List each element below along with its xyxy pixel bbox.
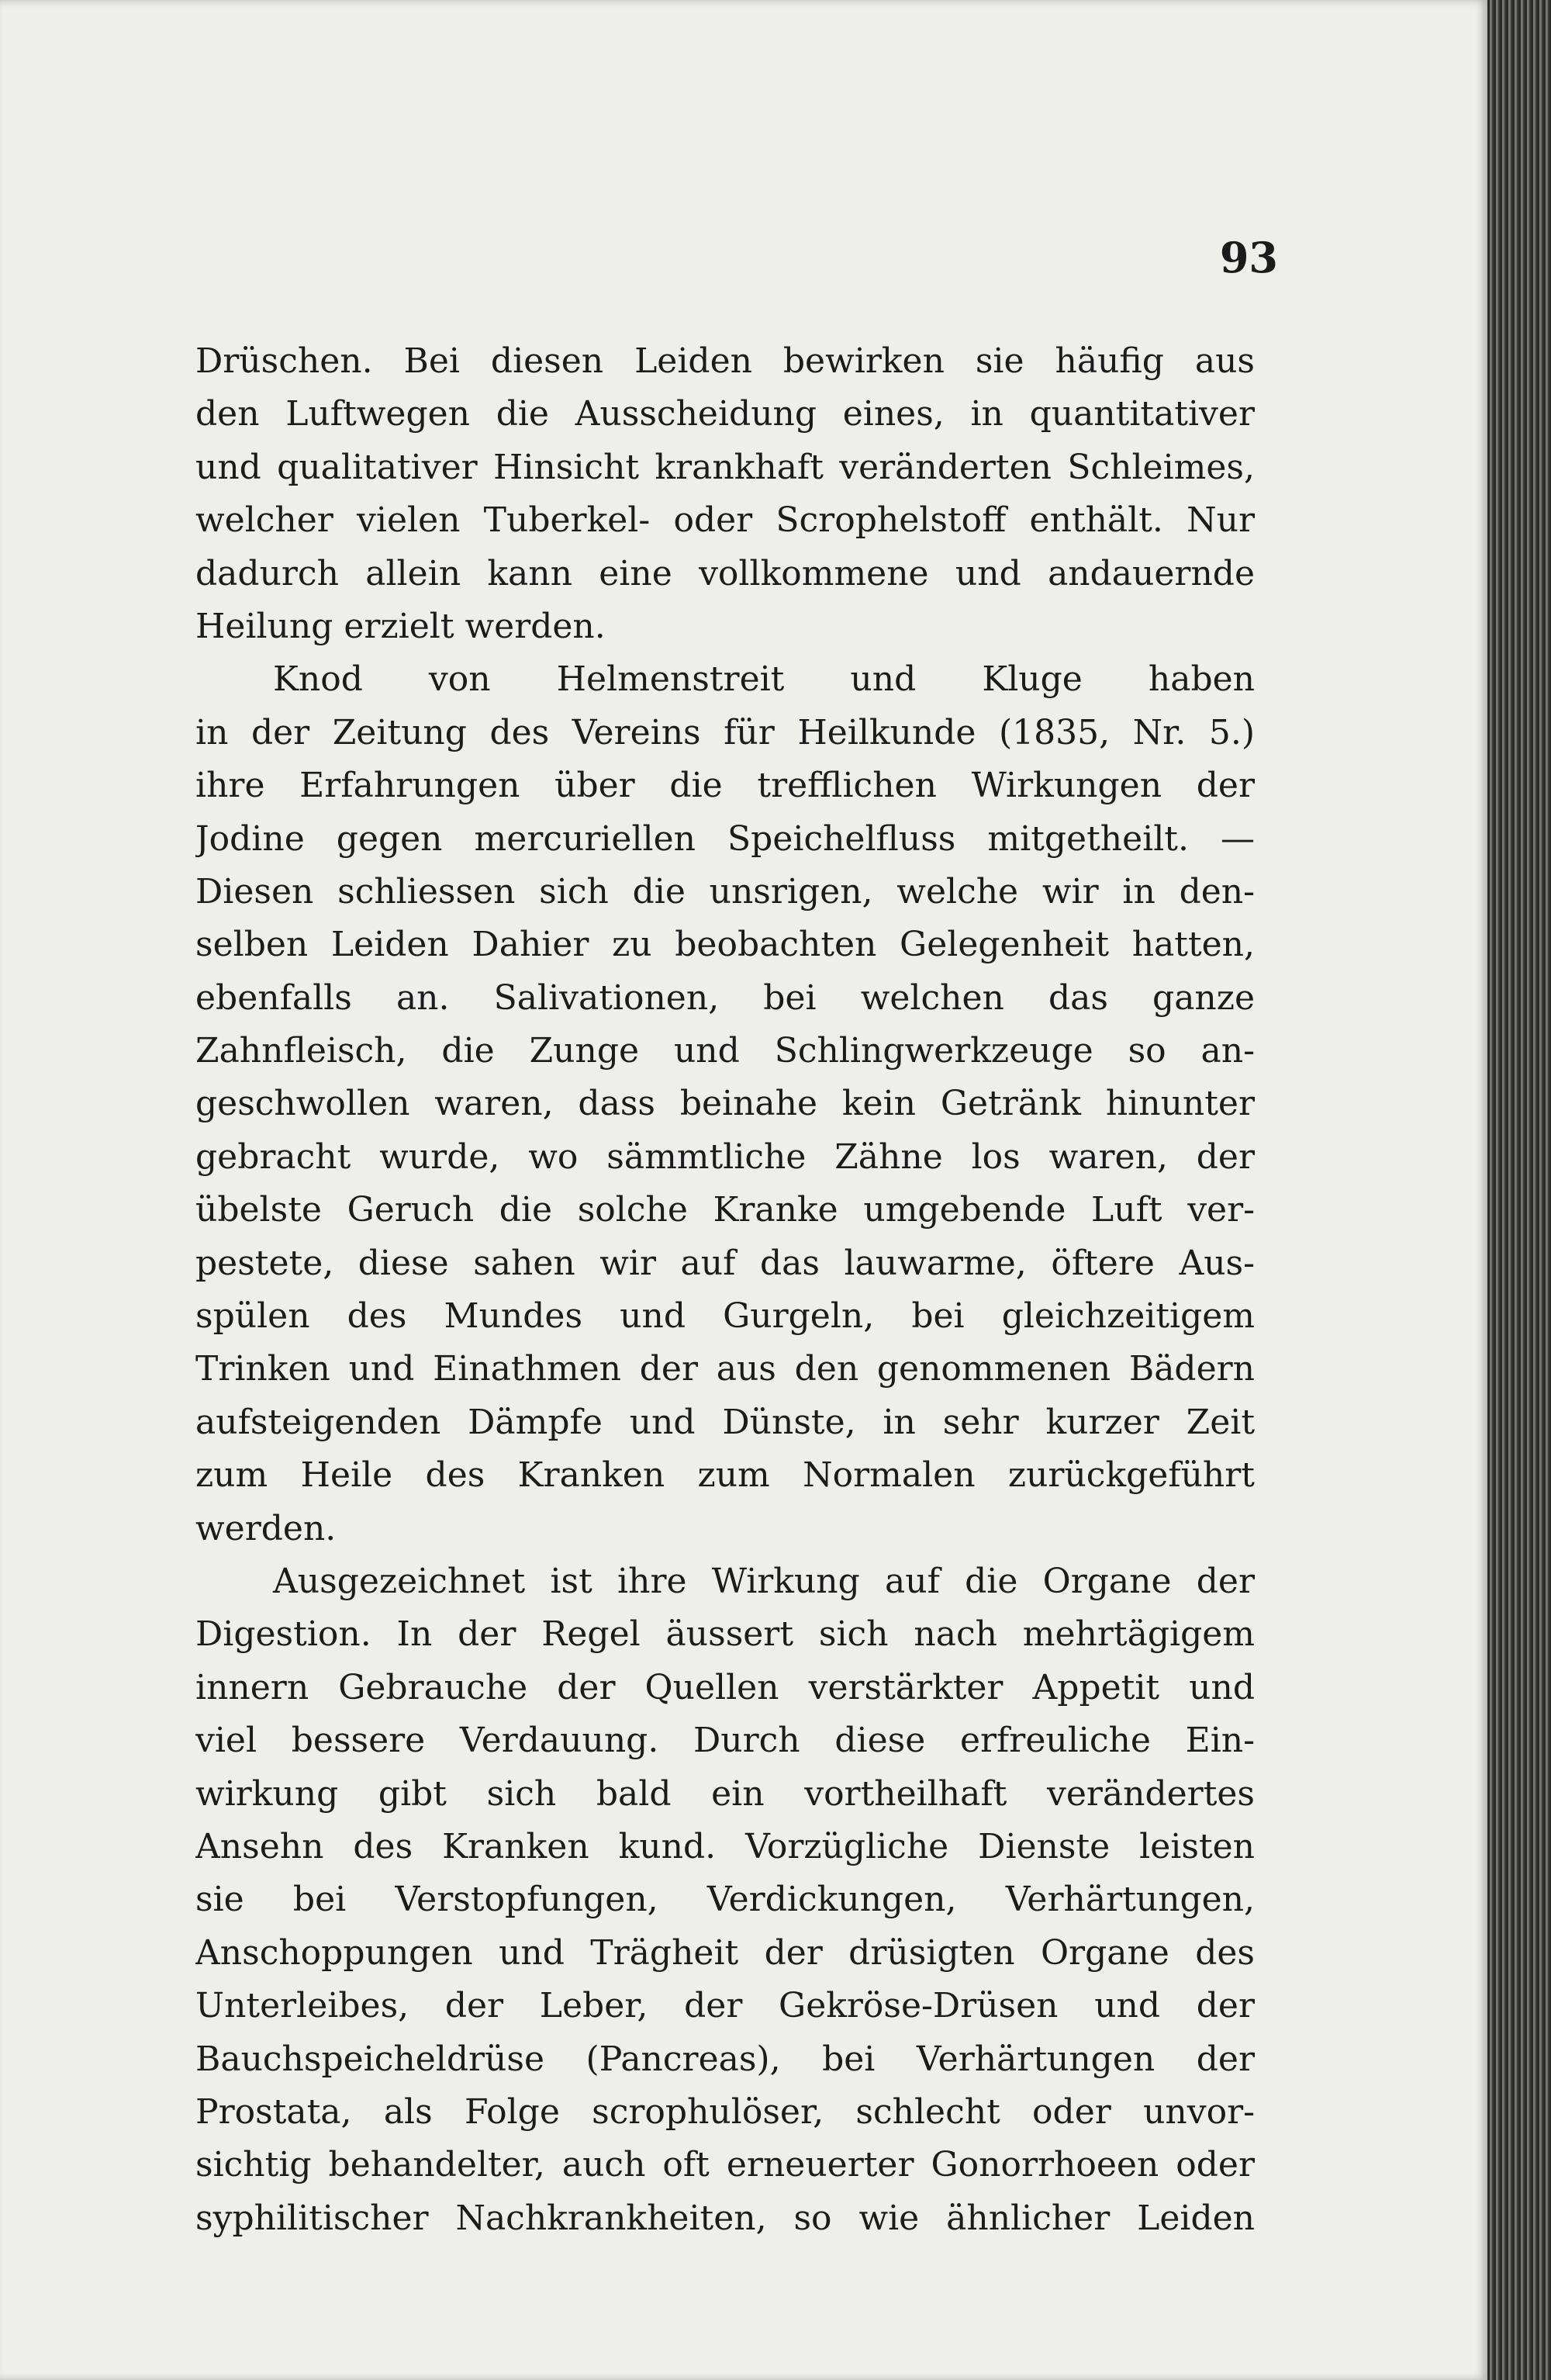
text-line: Heilung erzielt werden. bbox=[195, 606, 606, 646]
text-line: Knod von Helmenstreit und Kluge haben bbox=[273, 659, 1255, 700]
body-text bbox=[195, 335, 1255, 2245]
text-line: geschwollen waren, dass beinahe kein Getränk hinunter bbox=[195, 1084, 1255, 1124]
text-line: Ansehn des Kranken kund. Vorzügliche Dienste leisten bbox=[195, 1826, 1255, 1866]
text-line: wirkung gibt sich bald ein vortheilhaft verändertes bbox=[195, 1773, 1255, 1814]
text-line: ihre Erfahrungen über die trefflichen Wirkungen der bbox=[195, 766, 1255, 806]
text-line: den Luftwegen die Ausscheidung eines, in quantitativer bbox=[195, 394, 1255, 434]
text-line: aufsteigenden Dämpfe und Dünste, in sehr kurzer Zeit bbox=[195, 1402, 1255, 1442]
text-line: welcher vielen Tuberkel- oder Scrophelstoff enthält. Nur bbox=[195, 500, 1255, 541]
text-line: Digestion. In der Regel äussert sich nach mehrtägigem bbox=[195, 1614, 1255, 1655]
text-line: Ausgezeichnet ist ihre Wirkung auf die Organe der bbox=[273, 1561, 1255, 1601]
text-line: sie bei Verstopfungen, Verdickungen, Verhärtungen, bbox=[195, 1880, 1255, 1920]
text-line: selben Leiden Dahier zu beobachten Gelegenheit hatten, bbox=[195, 925, 1255, 965]
text-line: Jodine gegen mercuriellen Speichelfluss mitgetheilt. — bbox=[195, 818, 1255, 859]
text-line: Zahnfleisch, die Zunge und Schlingwerkzeuge so an- bbox=[195, 1031, 1255, 1071]
text-line: pestete, diese sahen wir auf das lauwarme, öftere Aus- bbox=[195, 1243, 1255, 1283]
text-line: dadurch allein kann eine vollkommene und andauernde bbox=[195, 553, 1255, 593]
text-line: Anschoppungen und Trägheit der drüsigten Organe des bbox=[195, 1932, 1255, 1973]
text-line: viel bessere Verdauung. Durch diese erfreuliche Ein- bbox=[195, 1721, 1255, 1761]
text-line: sichtig behandelter, auch oft erneuerter Gonorrhoeen oder bbox=[195, 2145, 1255, 2185]
page-number: 93 bbox=[1219, 233, 1278, 282]
text-line: zum Heile des Kranken zum Normalen zurückgeführt bbox=[195, 1455, 1255, 1496]
text-line: innern Gebrauche der Quellen verstärkter Appetit und bbox=[195, 1667, 1255, 1707]
text-line: werden. bbox=[195, 1508, 337, 1548]
text-line: in der Zeitung des Vereins für Heilkunde (1835, Nr. 5.) bbox=[195, 712, 1255, 752]
text-line: und qualitativer Hinsicht krankhaft veränderten Schleimes, bbox=[195, 447, 1255, 487]
text-line: übelste Geruch die solche Kranke umgebende Luft ver- bbox=[195, 1190, 1255, 1230]
text-line: Bauchspeicheldrüse (Pancreas), bei Verhärtungen der bbox=[195, 2039, 1255, 2079]
text-line: Drüschen. Bei diesen Leiden bewirken sie häufig aus bbox=[195, 341, 1255, 381]
text-line: spülen des Mundes und Gurgeln, bei gleichzeitigem bbox=[195, 1296, 1255, 1337]
text-line: Trinken und Einathmen der aus den genommenen Bädern bbox=[195, 1349, 1255, 1389]
text-line: gebracht wurde, wo sämmtliche Zähne los waren, der bbox=[195, 1136, 1255, 1177]
page-block-edges bbox=[1487, 0, 1551, 2380]
text-line: Diesen schliessen sich die unsrigen, welche wir in den- bbox=[195, 871, 1255, 912]
text-line: ebenfalls an. Salivationen, bei welchen das ganze bbox=[195, 977, 1255, 1018]
text-line: Prostata, als Folge scrophulöser, schlecht oder unvor- bbox=[195, 2091, 1255, 2132]
text-line: Unterleibes, der Leber, der Gekröse-Drüsen und der bbox=[195, 1986, 1255, 2026]
text-line: syphilitischer Nachkrankheiten, so wie ähnlicher Leiden bbox=[195, 2198, 1255, 2238]
